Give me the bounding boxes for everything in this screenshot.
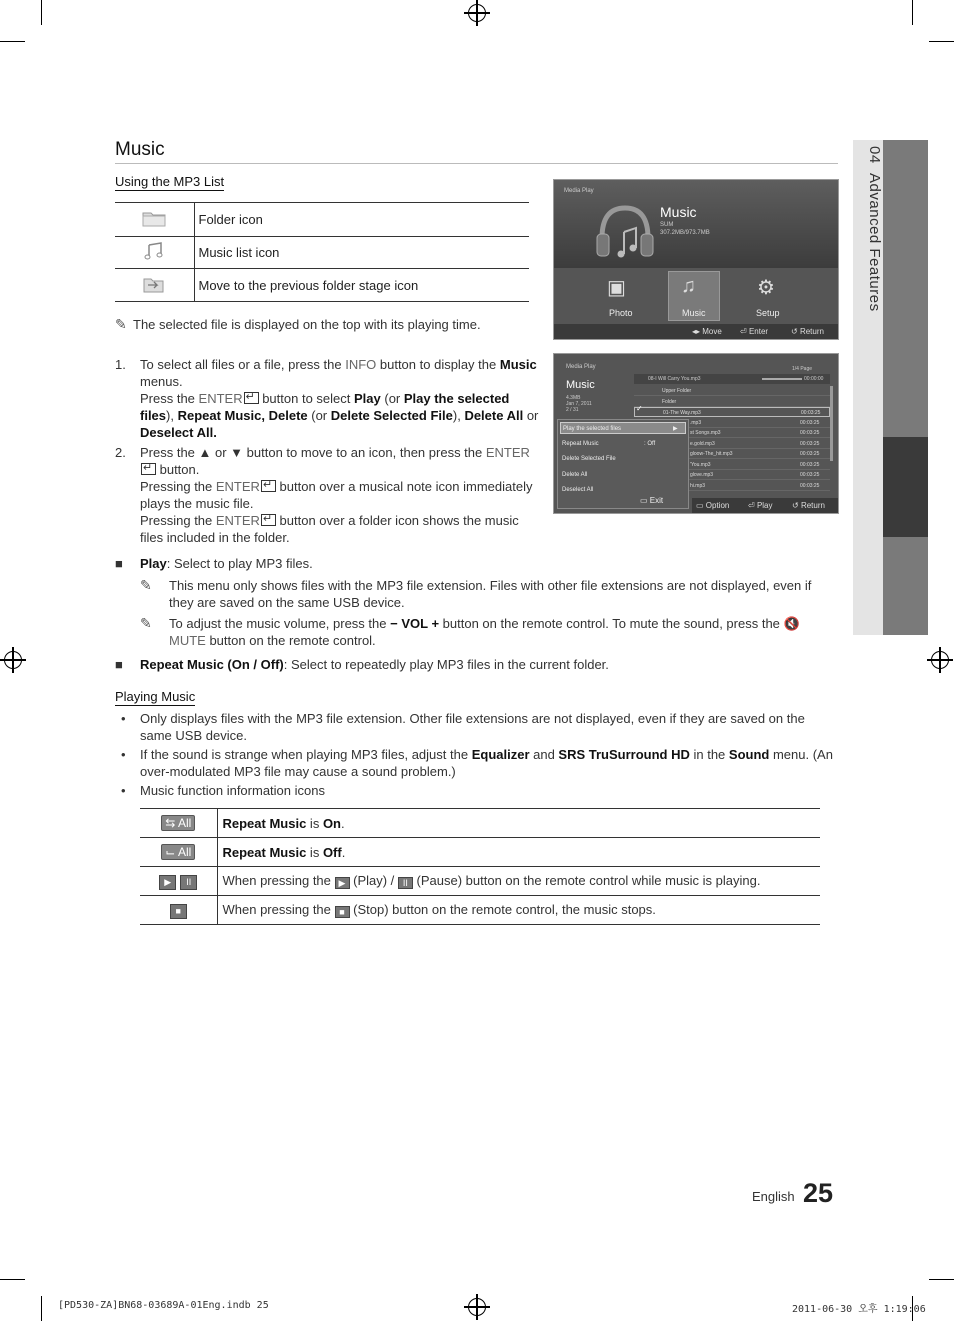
volume-button: − VOL + bbox=[390, 616, 440, 631]
bold-term: Music bbox=[499, 357, 537, 372]
pencil-icon: ✎ bbox=[115, 316, 127, 332]
screen-brand: Media Play bbox=[564, 188, 594, 194]
mp3-list-heading: Using the MP3 List bbox=[115, 174, 225, 189]
enter-icon bbox=[261, 514, 276, 526]
bold-term: Repeat Music, Delete bbox=[177, 408, 308, 423]
mute-button bbox=[169, 616, 800, 648]
playing-music-item bbox=[115, 710, 835, 744]
file-time: 00:03:25 bbox=[800, 451, 820, 457]
screen-device: SUM bbox=[660, 222, 674, 228]
enter-icon bbox=[244, 392, 259, 404]
square-bullet-icon: ■ bbox=[115, 556, 123, 571]
footer-language: English bbox=[752, 1189, 795, 1204]
return-hint: ↺ Return bbox=[791, 327, 824, 336]
function-icon-row bbox=[140, 838, 820, 867]
volume-label: VOL bbox=[401, 616, 428, 631]
square-bullet-icon: ■ bbox=[115, 657, 123, 672]
menu-item-music[interactable]: Music bbox=[682, 308, 706, 318]
file-time: 00:03:25 bbox=[800, 482, 820, 489]
menu-item-photo[interactable]: Photo bbox=[609, 308, 633, 318]
mute-icon: 🔇 bbox=[783, 616, 800, 631]
function-icon-cell bbox=[140, 867, 217, 896]
file-time: 00:03:25 bbox=[801, 410, 821, 416]
screen-title: Music bbox=[660, 204, 697, 220]
remote-button-name: ENTER bbox=[215, 513, 260, 528]
page-number: 25 bbox=[803, 1178, 834, 1208]
chapter-title: Advanced Features bbox=[866, 173, 883, 312]
enter-hint-label: Enter bbox=[748, 327, 769, 336]
bold-term: Sound bbox=[728, 747, 770, 762]
scrollbar bbox=[830, 386, 833, 461]
play-hint: ⏎ Play bbox=[748, 501, 773, 510]
media-play-screen bbox=[553, 179, 839, 340]
music-list-icon bbox=[144, 241, 164, 261]
screen-title: Music bbox=[566, 379, 595, 391]
chapter-tab-band bbox=[883, 140, 928, 635]
registration-mark bbox=[931, 651, 949, 669]
headphones-icon bbox=[594, 202, 656, 264]
chapter-label bbox=[855, 144, 883, 444]
option-label: Play the selected files bbox=[563, 426, 622, 432]
bold-term: Delete Selected File bbox=[330, 408, 453, 423]
registration-mark bbox=[468, 1298, 486, 1316]
function-description: Repeat Music is On. bbox=[217, 809, 820, 838]
screen-capacity: 307.2MB/973.7MB bbox=[660, 230, 710, 236]
file-name: hi.mp3 bbox=[690, 482, 706, 489]
repeat-arrow-icon: ⇆ bbox=[165, 816, 178, 830]
screen-size: 4.3MB bbox=[566, 395, 581, 401]
file-name: 'You.mp3 bbox=[690, 461, 711, 468]
file-name: Folder bbox=[662, 398, 677, 405]
crop-mark bbox=[929, 41, 954, 42]
playing-music-item bbox=[115, 746, 835, 780]
bold-term: Repeat Music (On / Off) bbox=[140, 657, 284, 672]
file-time: 00:03:25 bbox=[800, 472, 820, 478]
screen-count: 2 / 31 bbox=[566, 407, 579, 413]
repeat-all-label: All bbox=[177, 816, 192, 830]
exit-hint bbox=[640, 496, 663, 505]
play-note bbox=[140, 577, 820, 611]
folder-icon bbox=[142, 210, 166, 227]
step-number: 1. bbox=[115, 357, 126, 372]
playback-progress bbox=[762, 378, 802, 380]
item-text: Only displays files with the MP3 file extension. Other file extensions are not displayed, even if they are saved on the same USB device. bbox=[140, 711, 805, 743]
screen-hint-bar bbox=[554, 324, 839, 340]
file-time: 00:03:25 bbox=[800, 440, 820, 447]
file-name: e.gold.mp3 bbox=[690, 440, 715, 447]
icon-row bbox=[115, 237, 529, 269]
function-description: Repeat Music is Off. bbox=[217, 838, 820, 867]
arrow-right-icon: ▶ bbox=[673, 426, 678, 432]
option-menu-item[interactable] bbox=[560, 422, 686, 434]
bullet-text: Repeat Music (On / Off): Select to repeatedly play MP3 files in the current folder. bbox=[140, 657, 609, 672]
note-text: The selected file is displayed on the top with its playing time. bbox=[133, 317, 481, 332]
remote-button-name: INFO bbox=[345, 357, 377, 372]
note-text: To adjust the music volume, press the − VOL + button on the remote control. To mute the sound, press the 🔇MUTE button on the remote control. bbox=[169, 616, 800, 648]
screen-brand: Media Play bbox=[566, 364, 596, 370]
icon-cell bbox=[115, 203, 194, 237]
crop-mark bbox=[0, 41, 25, 42]
section-title: Music bbox=[115, 139, 165, 160]
option-label: Deselect All bbox=[562, 487, 594, 493]
repeat-bullet bbox=[115, 656, 835, 673]
option-menu-item[interactable] bbox=[560, 438, 686, 450]
return-hint-label: Return bbox=[800, 501, 825, 510]
bold-term: Play the selected files bbox=[140, 391, 510, 423]
playing-music-heading: Playing Music bbox=[115, 689, 196, 704]
remote-key-icon: II bbox=[398, 877, 413, 889]
registration-mark bbox=[4, 651, 22, 669]
move-hint: ◂▸ Move bbox=[692, 327, 722, 336]
item-text: Music function information icons bbox=[140, 783, 325, 798]
chapter-number: 04 bbox=[866, 146, 883, 164]
remote-button-name: ENTER bbox=[485, 445, 530, 460]
bold-term: Play bbox=[140, 556, 167, 571]
dot-bullet-icon: • bbox=[121, 711, 126, 726]
enter-icon bbox=[141, 463, 156, 475]
move-hint-label: Move bbox=[702, 327, 722, 336]
now-playing-time: 00:00:00 bbox=[804, 376, 824, 382]
file-name: glove.mp3 bbox=[690, 472, 714, 478]
pencil-icon: ✎ bbox=[140, 577, 152, 593]
step-line: To select all files or a file, press the INFO button to display the Music menus. bbox=[140, 357, 537, 389]
play-status-icon: ▶ bbox=[159, 875, 176, 890]
function-icon-cell bbox=[140, 809, 217, 838]
crop-mark bbox=[912, 0, 913, 25]
option-label: Delete Selected File bbox=[562, 456, 616, 462]
repeat-off-icon bbox=[161, 844, 195, 860]
option-label: Repeat Music bbox=[562, 440, 599, 447]
file-time: 00:03:25 bbox=[800, 461, 820, 468]
option-menu-item[interactable] bbox=[560, 469, 686, 481]
dot-bullet-icon: • bbox=[121, 747, 126, 762]
option-menu-item[interactable] bbox=[560, 484, 686, 496]
enter-icon bbox=[261, 480, 276, 492]
bold-term: Repeat Music bbox=[222, 815, 307, 831]
function-icon-row bbox=[140, 867, 820, 896]
file-name: st Songs.mp3 bbox=[690, 430, 721, 436]
file-time: 00:03:25 bbox=[800, 419, 820, 426]
repeat-arrow-icon: ⌙ bbox=[165, 845, 178, 859]
bold-term: Equalizer bbox=[471, 747, 530, 762]
numbered-step bbox=[115, 356, 545, 441]
option-hint-label: Option bbox=[705, 501, 730, 510]
function-description: When pressing the ▶ (Play) / II (Pause) button on the remote control while music is playing. bbox=[217, 867, 820, 896]
bold-term: Delete All bbox=[464, 408, 524, 423]
function-description: When pressing the ■ (Stop) button on the remote control, the music stops. bbox=[217, 896, 820, 925]
exit-label: Exit bbox=[649, 496, 664, 505]
bullet-text: Play: Select to play MP3 files. bbox=[140, 556, 313, 571]
selected-file-note bbox=[115, 316, 535, 333]
return-hint: ↺ Return bbox=[792, 501, 825, 510]
note-text: This menu only shows files with the MP3 file extension. Files with other file extensions are not displayed, even if they are saved on the same USB device. bbox=[169, 578, 812, 610]
photo-icon: ▣ bbox=[607, 277, 626, 299]
file-row bbox=[634, 386, 830, 396]
bold-term: On bbox=[322, 815, 341, 831]
checkbox-checked-icon: ✓ bbox=[636, 404, 643, 413]
mp3-icon-table bbox=[115, 202, 529, 302]
playing-music-item bbox=[115, 782, 835, 799]
numbered-step bbox=[115, 444, 545, 546]
option-label: Delete All bbox=[562, 471, 588, 478]
play-hint-label: Play bbox=[756, 501, 773, 510]
file-name: Upper Folder bbox=[662, 388, 692, 394]
pause-status-icon: II bbox=[180, 875, 197, 890]
chapter-tab bbox=[853, 140, 928, 635]
screen-page: 1/4 Page bbox=[792, 366, 813, 372]
remote-button-name: ENTER bbox=[215, 479, 260, 494]
icon-row bbox=[115, 203, 529, 237]
now-playing-title: 08-I Will Carry You.mp3 bbox=[648, 376, 701, 382]
dot-bullet-icon: • bbox=[121, 783, 126, 798]
bold-term: Play bbox=[354, 391, 381, 406]
crop-mark bbox=[41, 1296, 42, 1321]
remote-key-icon: ▶ bbox=[335, 877, 350, 889]
screen-hint-bar bbox=[692, 498, 839, 514]
music-list-screen bbox=[553, 353, 839, 514]
chapter-tab-highlight bbox=[883, 437, 928, 537]
step-line: Press the ▲ or ▼ button to move to an icon, then press the ENTER↵ button. bbox=[140, 444, 545, 478]
return-hint-label: Return bbox=[799, 327, 824, 336]
remote-key-icon: ■ bbox=[335, 906, 350, 918]
file-row bbox=[634, 397, 830, 407]
step-text bbox=[140, 356, 545, 441]
function-icon-row bbox=[140, 896, 820, 925]
play-bullet bbox=[115, 555, 835, 572]
option-hint: ▭ Option bbox=[696, 501, 730, 510]
icon-cell bbox=[115, 237, 194, 269]
icon-cell bbox=[115, 269, 194, 302]
imprint-file: [PD530-ZA]BN68-03689A-01Eng.indb 25 bbox=[58, 1300, 269, 1311]
music-function-icon-table bbox=[140, 808, 820, 925]
step-line: Pressing the ENTER↵ button over a folder icon shows the music files included in the folder. bbox=[140, 512, 545, 546]
screen-date: Jan 7, 2011 bbox=[566, 401, 592, 407]
repeat-on-icon bbox=[161, 815, 195, 831]
play-note bbox=[140, 615, 820, 649]
repeat-all-label: All bbox=[177, 845, 192, 859]
remote-button-name: ENTER bbox=[198, 391, 243, 406]
step-text bbox=[140, 444, 545, 546]
step-line: Press the ENTER↵ button to select Play (or Play the selected files), Repeat Music, Delete (or Delete Selected File), Delete All or Deselect All. bbox=[140, 390, 545, 441]
enter-hint: ⏎ Enter bbox=[740, 327, 769, 336]
bold-term: Off bbox=[322, 844, 342, 860]
mute-label: MUTE bbox=[169, 633, 206, 648]
file-name: .mp3 bbox=[690, 419, 702, 426]
icon-row bbox=[115, 269, 529, 302]
pencil-icon: ✎ bbox=[140, 615, 152, 631]
step-number: 2. bbox=[115, 445, 126, 460]
icon-description: Music list icon bbox=[194, 237, 529, 269]
function-icon-cell bbox=[140, 896, 217, 925]
menu-item-setup[interactable]: Setup bbox=[756, 308, 780, 318]
music-menu-icon: ♫ bbox=[681, 275, 696, 297]
setup-gear-icon: ⚙ bbox=[757, 277, 775, 299]
function-icon-row bbox=[140, 809, 820, 838]
imprint-date: 2011-06-30 오후 1:19:06 bbox=[792, 1304, 926, 1315]
exit-icon: ▭ bbox=[640, 496, 650, 505]
function-icon-cell bbox=[140, 838, 217, 867]
bold-term: Deselect All. bbox=[140, 425, 217, 440]
file-row bbox=[634, 407, 830, 417]
option-menu-item[interactable] bbox=[560, 453, 686, 465]
now-playing-bar bbox=[634, 374, 830, 384]
section-rule bbox=[115, 163, 838, 164]
bold-term: Repeat Music bbox=[222, 844, 307, 860]
previous-folder-icon bbox=[143, 275, 165, 293]
item-text: If the sound is strange when playing MP3 files, adjust the Equalizer and SRS TruSurround HD in the Sound menu. (An over-modulated MP3 file may cause a sound problem.) bbox=[140, 747, 833, 779]
bold-term: SRS TruSurround HD bbox=[558, 747, 690, 762]
icon-description: Folder icon bbox=[194, 203, 529, 237]
crop-mark bbox=[0, 1279, 25, 1280]
option-value: : Off bbox=[644, 440, 656, 447]
step-line: Pressing the ENTER↵ button over a musical note icon immediately plays the music file. bbox=[140, 478, 545, 512]
crop-mark bbox=[41, 0, 42, 25]
crop-mark bbox=[929, 1279, 954, 1280]
icon-description: Move to the previous folder stage icon bbox=[194, 269, 529, 302]
file-time: 00:03:25 bbox=[800, 430, 820, 436]
file-name: 01-The Way.mp3 bbox=[663, 410, 701, 416]
registration-mark bbox=[468, 4, 486, 22]
option-popup-menu bbox=[557, 419, 689, 509]
stop-status-icon: ■ bbox=[170, 904, 187, 919]
file-name: gloow-The_hit.mp3 bbox=[690, 451, 733, 457]
